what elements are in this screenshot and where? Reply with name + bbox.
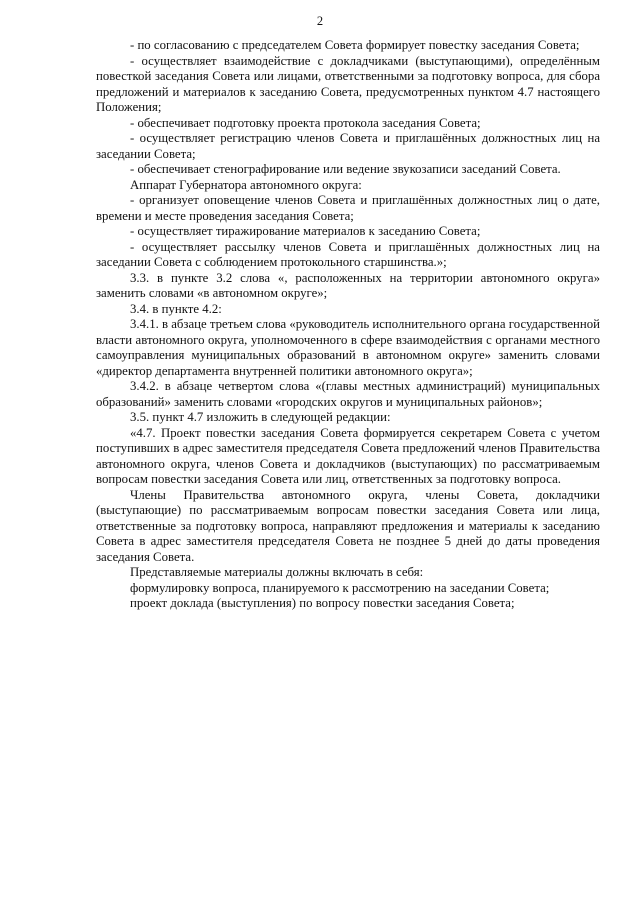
paragraph: Члены Правительства автономного округа, члены Совета, докладчики (выступающие) по рассматриваемым вопросам повестки заседания Совета или лица, ответственные за подготовку вопроса, направляют предложения и материалы к заседанию Совета в адрес заместителя председателя Совета не позднее 5 дней до даты проведения заседания Совета. bbox=[96, 487, 600, 564]
paragraph: Представляемые материалы должны включать в себя: bbox=[130, 565, 424, 579]
paragraph: 3.4. в пункте 4.2: bbox=[130, 301, 222, 316]
paragraph: 3.4.1. в абзаце третьем слова «руководитель исполнительного органа государственной власти автономного округа, уполномоченного в сфере взаимодействия с органами местного самоуправления муниципальных образований в автономном округе» заменить словами «директор департамента внутренней политики автономного округа»; bbox=[96, 317, 600, 378]
paragraph: 3.5. пункт 4.7 изложить в следующей редакции: bbox=[130, 410, 391, 424]
paragraph: - по согласованию с председателем Совета формирует повестку заседания Совета; bbox=[130, 38, 580, 52]
paragraph: 3.3. в пункте 3.2 слова «, расположенных на территории автономного округа» заменить словами «в автономном округе»; bbox=[96, 270, 600, 300]
paragraph: формулировку вопроса, планируемого к рассмотрению на заседании Совета; bbox=[130, 580, 550, 595]
paragraph: - организует оповещение членов Совета и приглашённых должностных лиц о дате, времени и месте проведения заседания Совета; bbox=[96, 193, 600, 223]
page-number: 2 bbox=[316, 14, 324, 28]
paragraph: Аппарат Губернатора автономного округа: bbox=[130, 177, 362, 192]
paragraph: - осуществляет тиражирование материалов к заседанию Совета; bbox=[130, 224, 481, 238]
paragraph: проект доклада (выступления) по вопросу повестки заседания Совета; bbox=[130, 596, 515, 610]
paragraph: - обеспечивает стенографирование или ведение звукозаписи заседаний Совета. bbox=[130, 162, 561, 176]
paragraph: - осуществляет регистрацию членов Совета и приглашённых должностных лиц на заседании Совета; bbox=[96, 131, 600, 161]
paragraph: - осуществляет рассылку членов Совета и приглашённых должностных лиц на заседании Совета с соблюдением протокольного старшинства.»; bbox=[96, 239, 600, 269]
paragraph: «4.7. Проект повестки заседания Совета формируется секретарем Совета с учетом поступивших в адрес заместителя председателя Совета предложений членов Правительства автономного округа, членов Совета и докладчиков (выступающих) по рассматриваемым вопросам повестки заседания Совета или лиц, ответственных за подготовку вопроса. bbox=[96, 425, 600, 486]
paragraph: 3.4.2. в абзаце четвертом слова «(главы местных администраций) муниципальных образований» заменить словами «городских округов и муниципальных районов»; bbox=[96, 379, 600, 409]
paragraph: - осуществляет взаимодействие с докладчиками (выступающими), определённым повесткой заседания Совета или лицами, ответственными за подготовку вопроса, для сбора предложений и материалов к заседанию Совета, предусмотренных пунктом 4.7 настоящего Положения; bbox=[96, 53, 600, 114]
paragraph: - обеспечивает подготовку проекта протокола заседания Совета; bbox=[130, 115, 481, 130]
document-body bbox=[96, 38, 600, 612]
